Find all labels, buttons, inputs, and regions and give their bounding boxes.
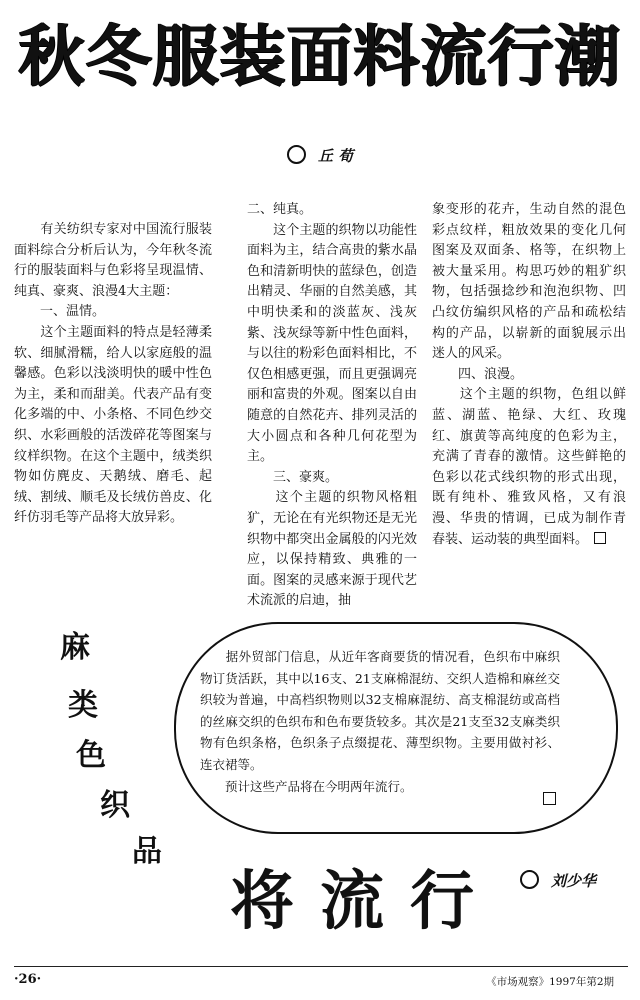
sidebar-slogan: 将流行	[230, 864, 500, 939]
article-column-3	[432, 200, 626, 566]
article-column-1: 有关纺织专家对中国流行服装面料综合分析后认为，今年秋冬流行的服装面料与色彩将呈现温情、纯真、豪爽、浪漫4大主题： 一、温情。 这个主题面料的特点是轻薄柔软、细腻滑糯，给人以家庭般的温馨感。色彩以浅淡明快的暖中性色为主，柔和而甜美。代表产品有变化多端的中、小条格、不同色纱交织、水彩画般的活泼碎花等图案与纹样织物。在这个主题中，绒类织物如仿麂皮、天鹅绒、磨毛、起绒、割绒、顺毛及长绒仿兽皮、化纤仿羽毛等产品将大放异彩。	[14, 222, 212, 526]
sidebar-author: 刘少华	[551, 872, 597, 890]
sidebar-title-char: 品	[132, 834, 162, 869]
sidebar-title-char: 类	[68, 688, 98, 723]
article-byline	[0, 145, 640, 166]
article-author: 丘 荀	[317, 147, 354, 165]
footer-rule	[14, 966, 628, 967]
sidebar-title-char: 织	[100, 788, 130, 823]
article-title: 秋冬服装面料流行潮	[18, 18, 622, 95]
sidebar-author-line	[520, 870, 596, 891]
end-mark-icon	[543, 792, 556, 805]
circle-bullet-icon	[520, 870, 539, 889]
article-column-3-text: 象变形的花卉，生动自然的混色彩点纹样，粗放效果的变化几何图案及双面条、格等，在织物上被大量采用。构思巧妙的粗犷织物，包括强捻纱和泡泡织物、凹凸纹仿编织风格的产品和疏松结构的产品，以崭新的面貌展示出迷人的风采。 四、浪漫。 这个主题的织物，色组以鲜蓝、湖蓝、艳绿、大红、玫瑰红、旗黄等高纯度的色彩为主，充满了青春的激情。这些鲜艳的色彩以花式线织物的形式出现，既有纯朴、雅致风格，又有浪漫、华贵的情调，已成为制作青春装、运动装的典型面料。	[432, 202, 626, 547]
sidebar-title-char: 麻	[60, 630, 90, 665]
article-column-2: 二、纯真。 这个主题的织物以功能性面料为主，结合高贵的紫水晶色和清新明快的蓝绿色，创造出精灵、华丽的自然美感，其中明快柔和的淡蓝灰、浅灰紫、浅灰绿等新中性色面料，与以往的粉彩色面料相比，不仅色相感更强，而且更强调亮丽和富贵的外观。图案以自由随意的自然花卉、排列灵活的大小圆点和各种几何花型为主。 三、豪爽。 这个主题的织物风格粗犷，无论在有光织物还是无光织物中都突出金属般的闪光效应，以保持精致、典雅的一面。图案的灵感来源于现代艺术流派的启迪，抽	[247, 202, 417, 609]
page-number: ·26·	[14, 972, 42, 987]
publication-source: 《市场观察》1997年第2期	[486, 976, 614, 988]
sidebar-title-char: 色	[76, 738, 106, 773]
end-mark-icon	[594, 532, 606, 544]
sidebar-body: 据外贸部门信息，从近年客商要货的情况看，色织布中麻织物订货活跃，其中以16支、21支麻棉混纺、交织人造棉和麻丝交织较为普遍，中高档织物则以32支棉麻混纺、高支棉混纺或高档的丝麻交织的色织布和色布要货较多。其次是21支至32支麻类织物有色织条格，色织条子点缀提花、薄型织物。主要用做衬衫、连衣裙等。 预计这些产品将在今明两年流行。	[200, 649, 560, 794]
circle-bullet-icon	[287, 145, 306, 164]
